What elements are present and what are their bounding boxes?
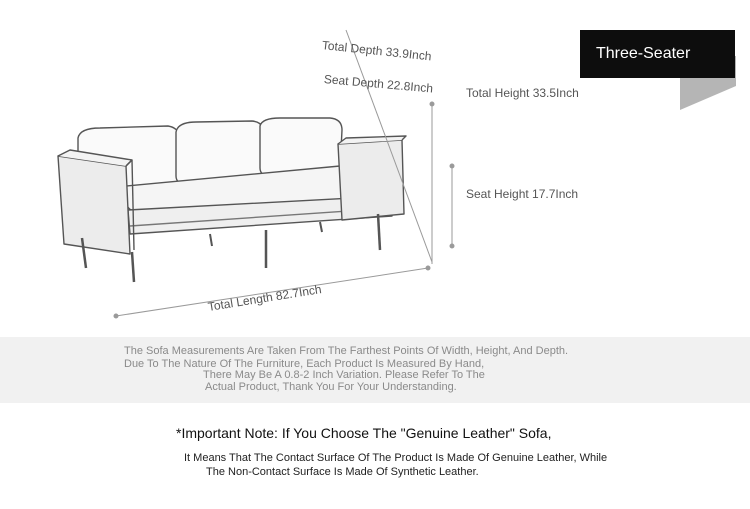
right-armrest [338, 140, 404, 220]
total-height-label: Total Height 33.5Inch [466, 86, 579, 100]
seat-height-label: Seat Height 17.7Inch [466, 187, 579, 201]
measurement-note-line: There May Be A 0.8-2 Inch Variation. Please Refer To The [203, 369, 485, 381]
measurement-note-line: Actual Product, Thank You For Your Understanding. [205, 381, 457, 393]
important-note-line: It Means That The Contact Surface Of The Product Is Made Of Genuine Leather, While [184, 452, 608, 464]
measurement-note-line: Due To The Nature Of The Furniture, Each Product Is Measured By Hand, [124, 358, 485, 370]
left-armrest [58, 156, 130, 254]
total-length-label: Total Length 82.7Inch [206, 282, 323, 314]
total-depth-label: Total Depth 33.9Inch [321, 38, 433, 64]
seat-depth-label: Seat Depth 22.8Inch [323, 72, 434, 96]
important-note-title: *Important Note: If You Choose The "Genuine Leather" Sofa, [176, 425, 552, 441]
measurement-note-line: The Sofa Measurements Are Taken From The Farthest Points Of Width, Height, And Depth. [124, 345, 569, 357]
three-seater-badge: Three-Seater [580, 30, 735, 78]
important-note-line: The Non-Contact Surface Is Made Of Synthetic Leather. [206, 466, 479, 478]
